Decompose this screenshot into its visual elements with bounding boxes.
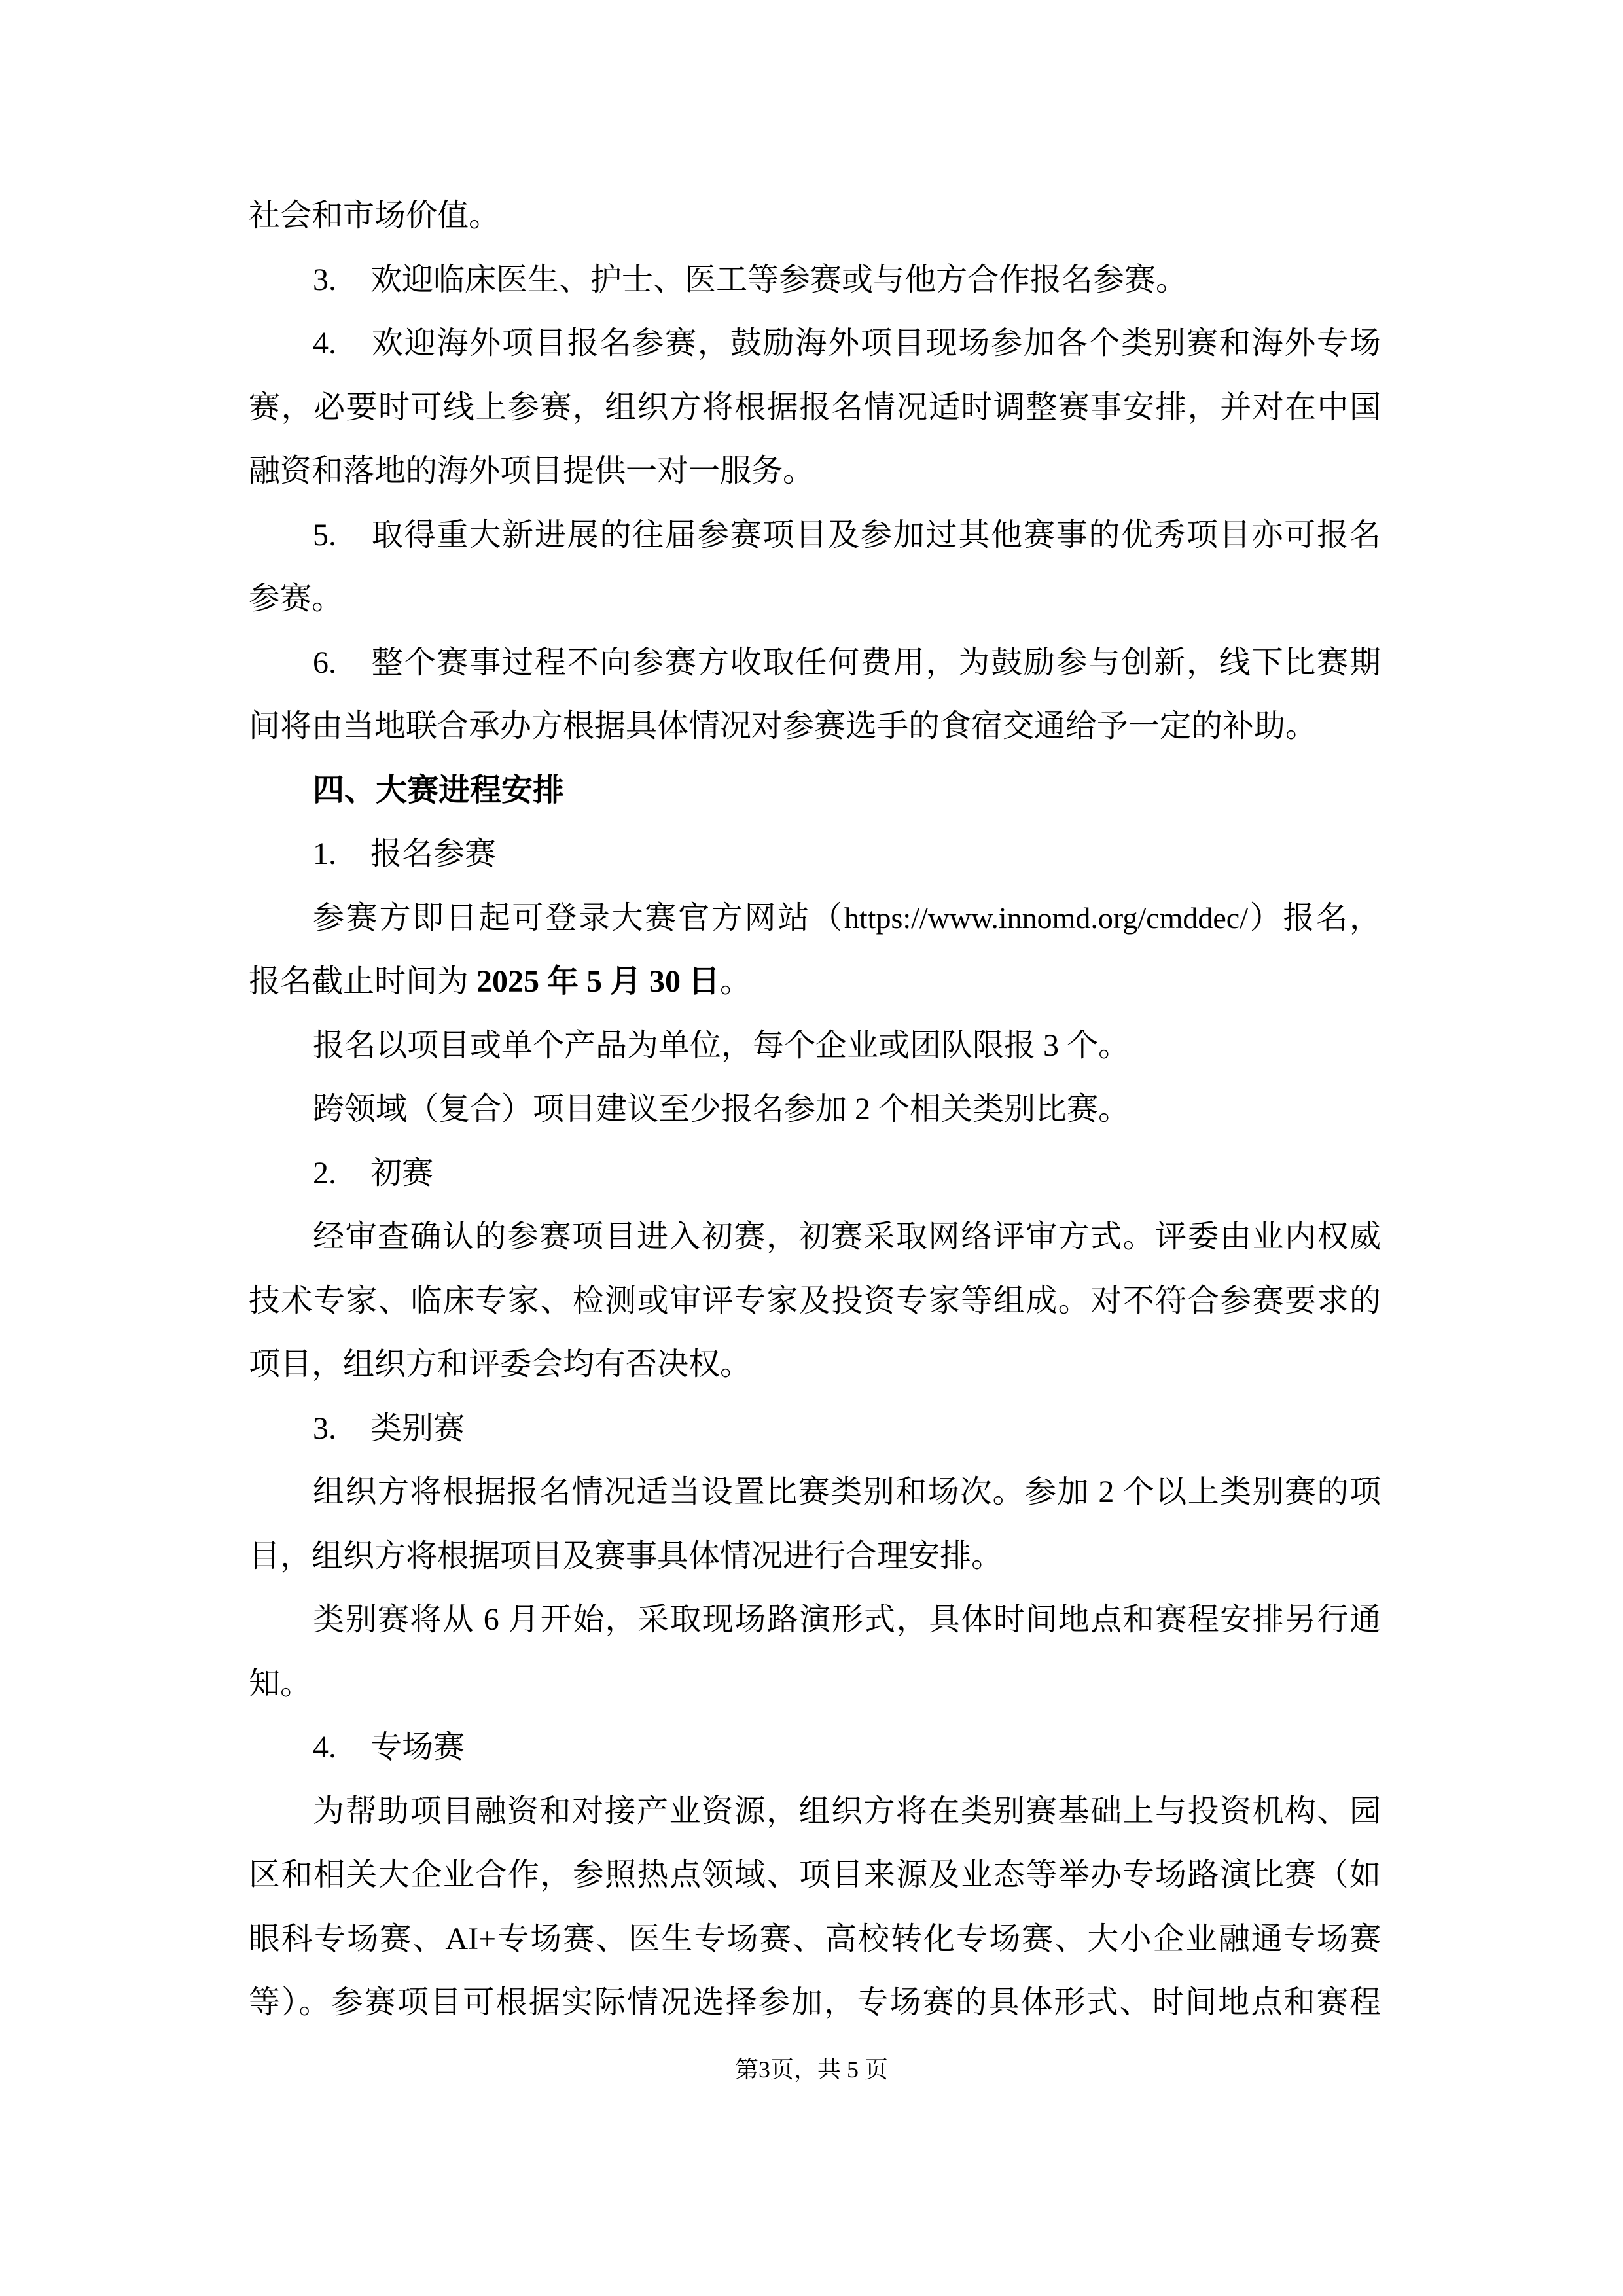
registration-website-line — [249, 886, 1381, 950]
special-line4 — [249, 1971, 1381, 2035]
step-4-special — [249, 1715, 1381, 1780]
line-text: 组织方将根据报名情况适当设置比赛类别和场次。参加 2 个以上类别赛的项 — [313, 1475, 1381, 1509]
line-text: 社会和市场价值。 — [249, 198, 501, 233]
line-text: 经审查确认的参赛项目进入初赛，初赛采取网络评审方式。评委由业内权威 — [313, 1219, 1381, 1254]
item-4-overseas-projects-line2 — [249, 376, 1381, 440]
preliminary-line2 — [249, 1269, 1381, 1333]
item-number: 2. — [313, 1155, 336, 1191]
line-text: ）报名， — [1248, 900, 1381, 935]
line-text: 参赛方即日起可登录大赛官方网站（ — [313, 900, 844, 935]
cross-field-line — [249, 1077, 1381, 1141]
line-text: 知。 — [249, 1666, 312, 1701]
step-3-category — [249, 1397, 1381, 1461]
competition-website-url: https://www.innomd.org/cmddec/ — [844, 901, 1249, 935]
item-number: 5. — [313, 517, 336, 552]
line-text: 参赛。 — [249, 581, 344, 616]
preliminary-line1 — [249, 1205, 1381, 1269]
category-line2 — [249, 1524, 1381, 1588]
line-text: 间将由当地联合承办方根据具体情况对参赛选手的食宿交通给予一定的补助。 — [249, 709, 1317, 744]
paragraph-end-market-value — [249, 184, 1381, 248]
line-text: 赛，必要时可线上参赛，组织方将根据报名情况适时调整赛事安排，并对在中国 — [249, 389, 1381, 425]
line-text: 类别赛 — [370, 1410, 465, 1446]
category-line3 — [249, 1588, 1381, 1652]
line-text: 融资和落地的海外项目提供一对一服务。 — [249, 454, 815, 488]
line-text: 报名参赛 — [370, 836, 497, 871]
line-text: 欢迎海外项目报名参赛，鼓励海外项目现场参加各个类别赛和海外专场 — [370, 326, 1381, 361]
line-text: 整个赛事过程不向参赛方收取任何费用，为鼓励参与创新，线下比赛期 — [370, 645, 1381, 680]
step-2-preliminary — [249, 1141, 1381, 1206]
line-text: 初赛 — [370, 1155, 434, 1191]
item-number: 3. — [313, 262, 336, 297]
page-footer — [0, 2055, 1623, 2084]
step-1-registration — [249, 822, 1381, 886]
special-line3 — [249, 1907, 1381, 1971]
item-5-past-projects-line2 — [249, 567, 1381, 631]
line-text: 报名以项目或单个产品为单位，每个企业或团队限报 3 个。 — [313, 1028, 1130, 1063]
preliminary-line3 — [249, 1333, 1381, 1397]
line-text: 为帮助项目融资和对接产业资源，组织方将在类别赛基础上与投资机构、园 — [313, 1793, 1381, 1829]
item-number: 6. — [313, 645, 336, 680]
item-number: 3. — [313, 1410, 336, 1446]
line-text: 类别赛将从 6 月开始，采取现场路演形式，具体时间地点和赛程安排另行通 — [313, 1602, 1381, 1637]
line-text: 目，组织方将根据项目及赛事具体情况进行合理安排。 — [249, 1538, 1003, 1573]
registration-deadline-line — [249, 950, 1381, 1014]
deadline-date: 2025 年 5 月 30 日 — [476, 964, 721, 999]
item-number: 4. — [313, 1730, 336, 1765]
item-4-overseas-projects-line3 — [249, 439, 1381, 503]
special-line1 — [249, 1780, 1381, 1844]
line-text: 跨领域（复合）项目建议至少报名参加 2 个相关类别比赛。 — [313, 1092, 1130, 1126]
line-text: 欢迎临床医生、护士、医工等参赛或与他方合作报名参赛。 — [370, 262, 1188, 297]
line-text: 。 — [720, 964, 752, 999]
line-text: 区和相关大企业合作，参照热点领域、项目来源及业态等举办专场路演比赛（如 — [249, 1857, 1381, 1892]
item-6-no-fees-line1 — [249, 631, 1381, 695]
line-text: 报名截止时间为 — [249, 964, 477, 999]
line-text: 眼科专场赛、AI+专场赛、医生专场赛、高校转化专场赛、大小企业融通专场赛 — [249, 1921, 1381, 1956]
category-line4 — [249, 1652, 1381, 1716]
item-4-overseas-projects-line1 — [249, 312, 1381, 376]
special-line2 — [249, 1843, 1381, 1907]
item-3-welcome-clinicians — [249, 248, 1381, 312]
item-6-no-fees-line2 — [249, 694, 1381, 759]
item-number: 1. — [313, 836, 336, 871]
document-body — [249, 184, 1381, 2035]
registration-unit-line — [249, 1014, 1381, 1078]
line-text: 专场赛 — [370, 1730, 465, 1765]
page-number: 第3页，共 5 页 — [734, 2056, 888, 2083]
item-5-past-projects-line1 — [249, 503, 1381, 567]
line-text: 技术专家、临床专家、检测或审评专家及投资专家等组成。对不符合参赛要求的 — [249, 1283, 1381, 1318]
line-text: 等）。参赛项目可根据实际情况选择参加，专场赛的具体形式、时间地点和赛程 — [249, 1985, 1381, 2020]
heading-text: 四、大赛进程安排 — [313, 772, 565, 808]
item-number: 4. — [313, 326, 336, 361]
section-4-heading — [249, 759, 1381, 823]
category-line1 — [249, 1460, 1381, 1524]
line-text: 项目，组织方和评委会均有否决权。 — [249, 1347, 752, 1382]
line-text: 取得重大新进展的往届参赛项目及参加过其他赛事的优秀项目亦可报名 — [370, 517, 1381, 552]
